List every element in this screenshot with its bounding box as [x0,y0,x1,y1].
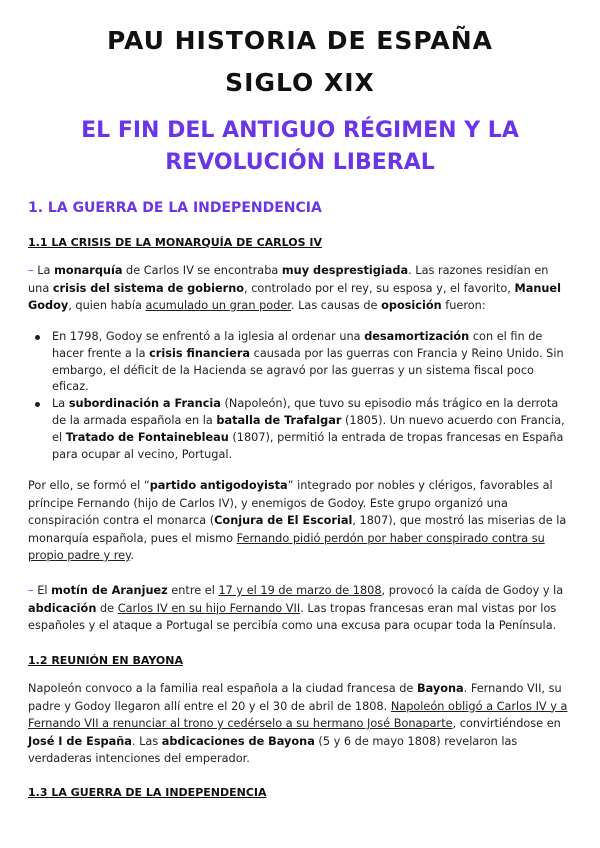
text-run: (1805). Un nuevo acuerdo con Francia, el [52,413,565,444]
bold-term: motín de Aranjuez [51,584,168,597]
dash-marker: – [28,264,34,277]
bold-term: desamortización [364,330,470,343]
dash-marker: – [28,584,34,597]
bold-term: José I de España [28,734,132,748]
list-item [28,396,573,463]
bold-term: partido antigodoyista [149,479,288,492]
document-title-century: SIGLO XIX [225,68,375,97]
text-run: Napoleón convoco a la familia real española a la ciudad francesa de [28,682,417,695]
subsection-heading-1-2: 1.2 REUNIÓN EN BAYONA [28,654,183,667]
bold-term: oposición [381,299,442,312]
text-run: entre el [167,584,219,597]
bold-term: Manuel Godoy [28,281,561,312]
text-run: (5 y 6 de mayo 1808) revelaron las verdaderas intenciones del emperador. [28,734,518,765]
text-run: (1807), permitió la entrada de tropas francesas en España para ocupar al vecino, Portugal. [52,430,564,461]
bold-term: crisis del sistema de gobierno [52,281,245,295]
list-item [28,329,573,396]
subsection-heading-1-3: 1.3 LA GUERRA DE LA INDEPENDENCIA [28,786,267,799]
text-run: (Napoleón), que tuvo su episodio más trágico en la derrota de la armada española en la [52,397,559,427]
underlined-phrase: Fernando pidió perdón por haber conspirado contra su propio padre y rey [28,531,545,562]
underlined-phrase: Napoleón obligó a Carlos IV y a Fernando VII a renunciar al trono y cedérselo a su hermano José Bonaparte [28,699,568,730]
unit-title-line2: REVOLUCIÓN LIBERAL [165,150,435,175]
bold-term: crisis financiera [149,346,251,360]
unit-title-line1: EL FIN DEL ANTIGUO RÉGIMEN Y LA [81,118,519,143]
underlined-phrase: acumulado un gran poder [145,299,291,312]
text-run: con el fin de hacer frente a la [52,330,543,360]
bold-term: muy desprestigiada [281,264,409,277]
text-run: de [96,601,118,615]
text-run: causada por las guerras con Francia y Reino Unido. Sin embargo, el déficit de la Hacienda se agravó por las guerras y un sistema fiscal poco eficaz. [52,346,564,394]
text-run: . Las razones residían en una [28,264,549,295]
text-run: , quien había [68,299,146,312]
underlined-phrase: Carlos IV en su hijo Fernando VII [117,601,301,615]
intro-paragraph [28,262,573,315]
bold-term: Tratado de Fontainebleau [65,430,229,444]
text-run: de Carlos IV se encontraba [122,264,282,277]
text-run: fueron: [441,299,486,312]
text-run: . [130,549,134,562]
text-run: ” integrado por nobles y clérigos, favorables al príncipe Fernando (hijo de Carlos IV), y enemigos de Godoy. Este grupo organizó una conspiración contra el monarca ( [28,479,553,527]
antigodoyista-paragraph [28,477,573,565]
subsection-heading-1-1: 1.1 LA CRISIS DE LA MONARQUÍA DE CARLOS IV [28,236,322,249]
bold-term: batalla de Trafalgar [216,413,342,427]
text-run: . Las causas de [290,299,382,312]
causes-list [28,329,573,463]
text-run: . Las tropas francesas eran mal vistas por los españoles y el ataque a Portugal se percibía como una excusa para ocupar toda la Península. [28,601,557,632]
text-run: Por ello, se formó el “ [28,479,150,492]
bold-term: abdicaciones de Bayona [161,734,315,748]
text-run: , 1807), que mostró las miserias de la monarquía española, pues el mismo [28,514,567,545]
bold-term: Bayona [416,682,464,695]
text-run: En 1798, Godoy se enfrentó a la iglesia al ordenar una [52,330,365,343]
aranjuez-paragraph [28,582,573,635]
bayona-paragraph [28,680,573,768]
text-run: . Fernando VII, su padre y Godoy llegaron allí entre el 20 y el 30 de abril de 1808. [28,682,562,713]
text-run: La [52,397,69,411]
section-heading-1: 1. LA GUERRA DE LA INDEPENDENCIA [28,200,322,216]
text-run: , convirtiéndose en [452,717,561,730]
underlined-phrase: 17 y el 19 de marzo de 1808 [218,584,382,597]
bold-term: Conjura de El Escorial [214,514,353,527]
text-run: La [33,264,55,277]
bold-term: abdicación [28,601,97,615]
text-run: . Las [131,734,162,748]
text-run: , provocó la caída de Godoy y la [381,584,564,597]
bold-term: monarquía [54,264,123,277]
document-title: PAU HISTORIA DE ESPAÑA [106,26,493,55]
text-run: , controlado por el rey, su esposa y, el favorito, [244,281,515,295]
bold-term: subordinación a Francia [68,397,221,411]
text-run: El [33,584,52,597]
